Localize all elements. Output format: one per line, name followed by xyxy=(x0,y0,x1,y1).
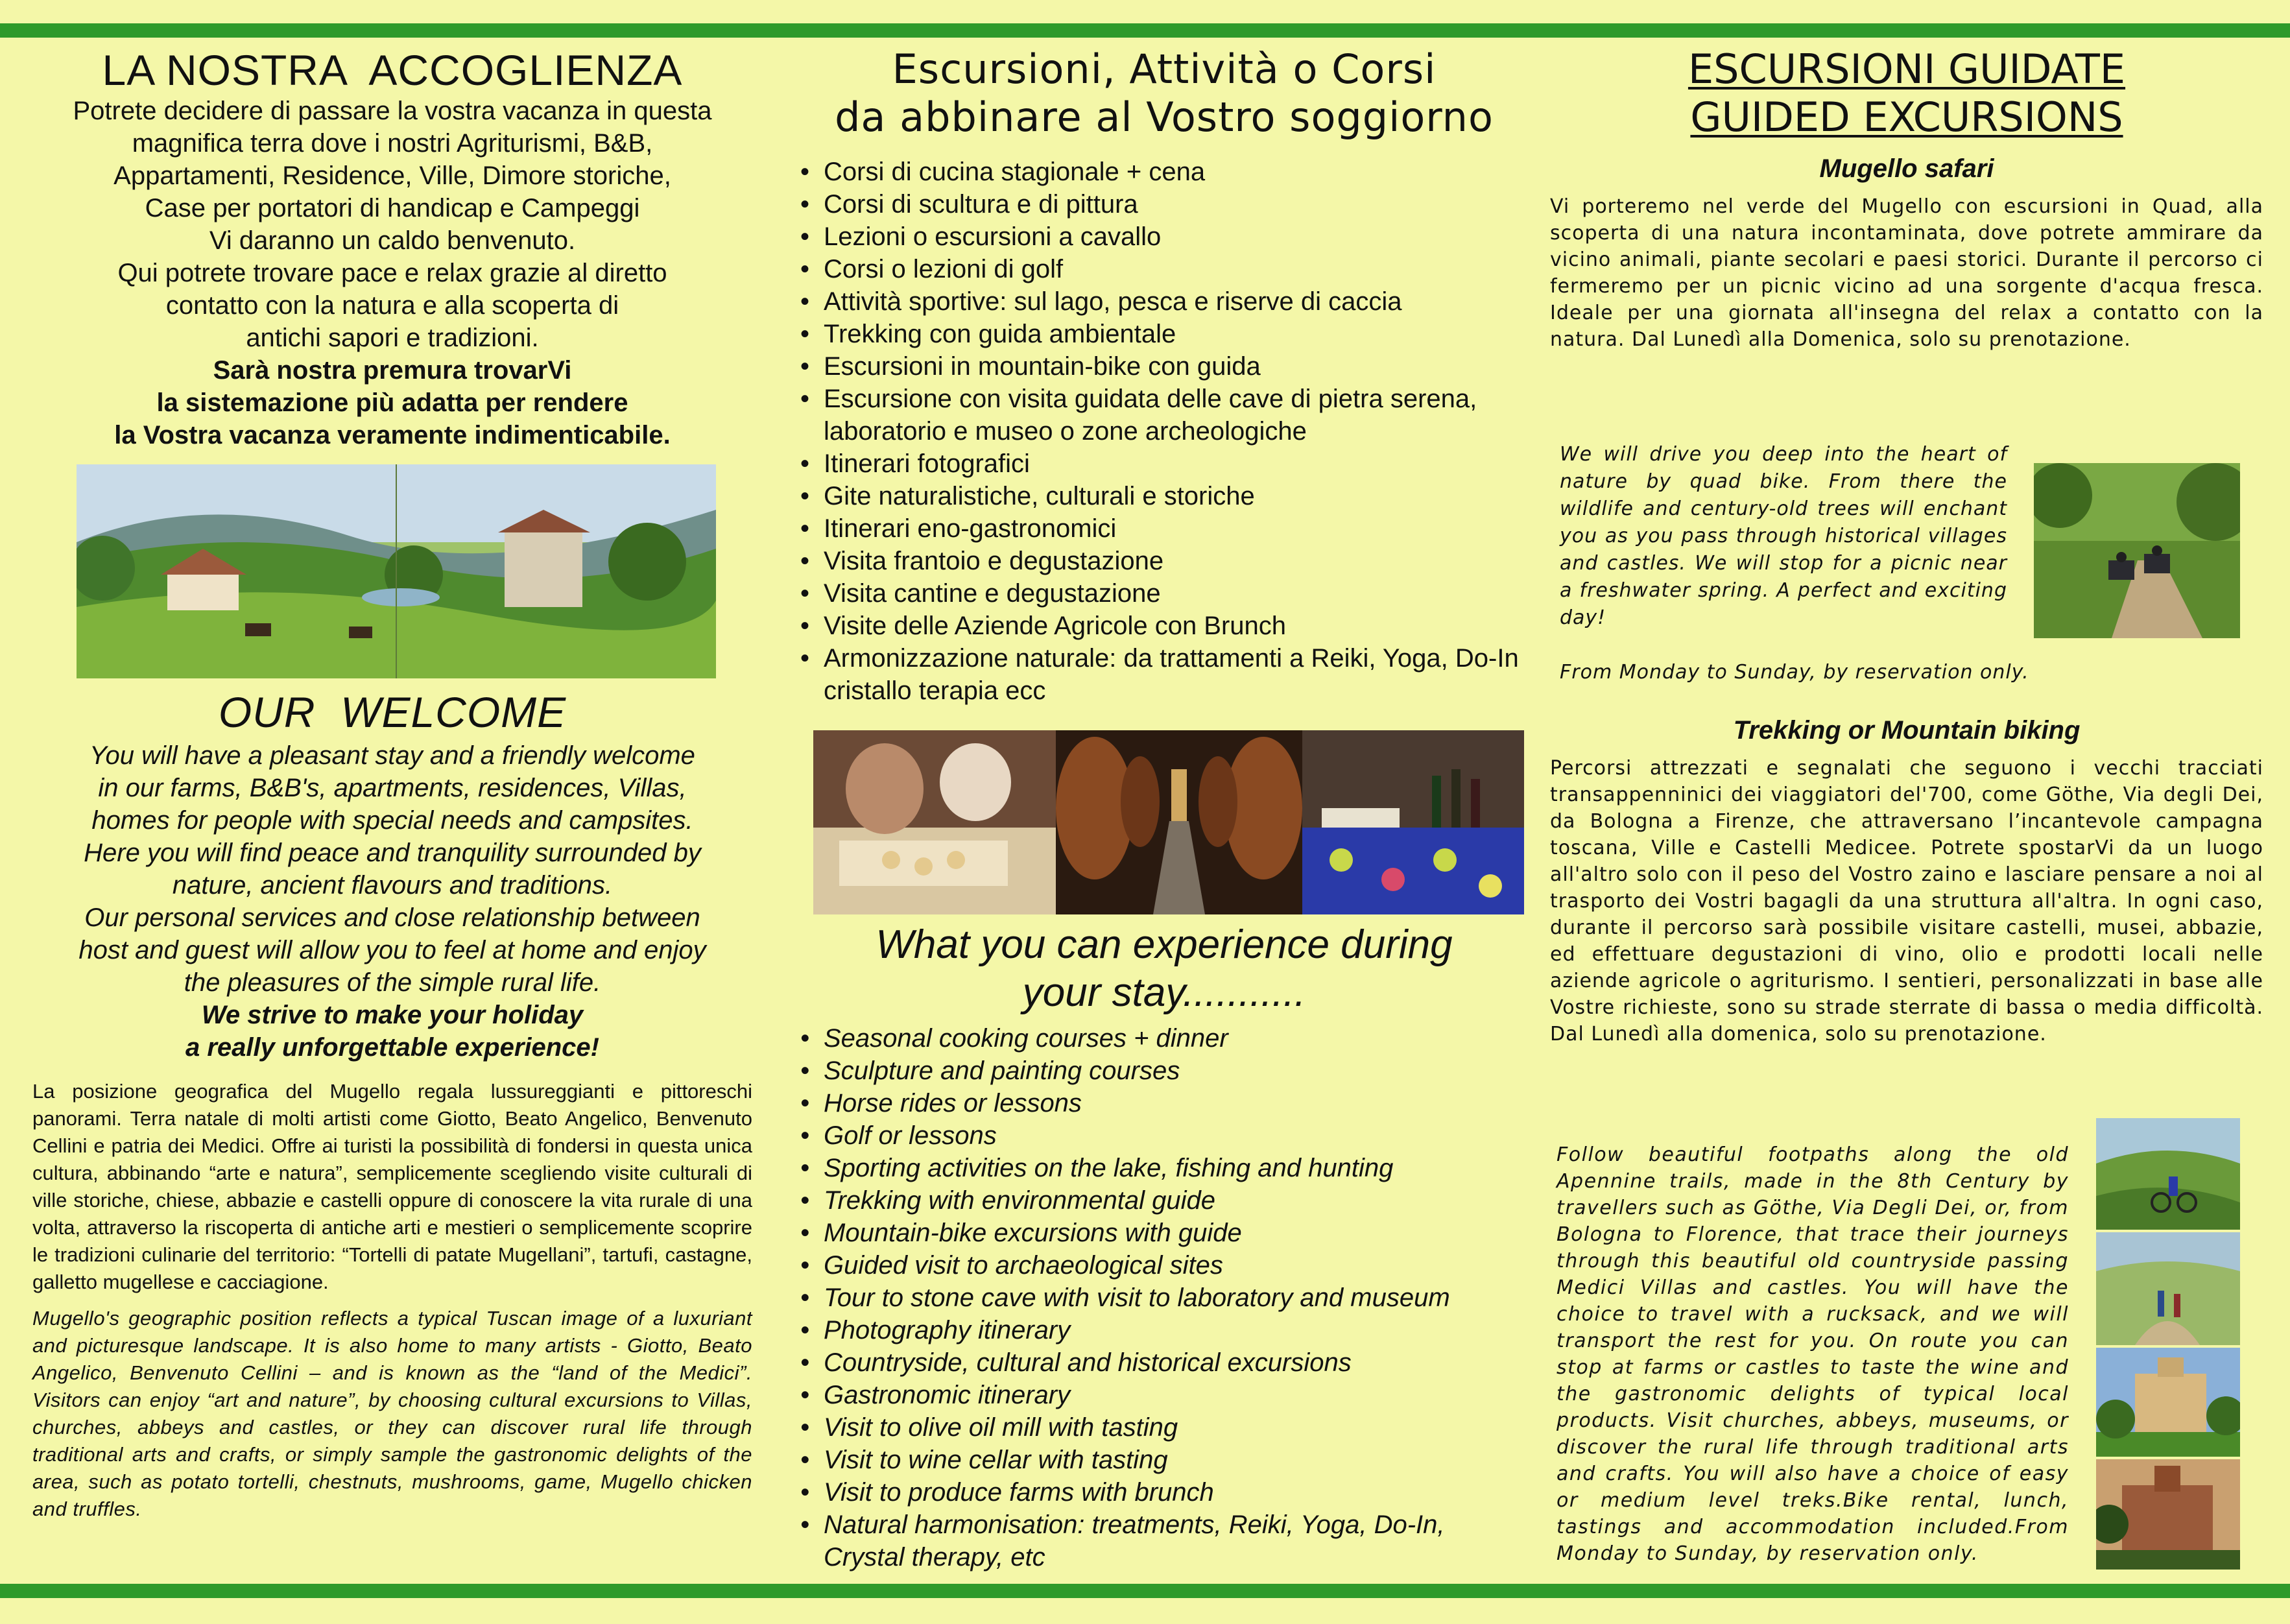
list-item: • Escursione con visita guidata delle cave di pietra serena, laboratorio e museo o zone archeologiche xyxy=(798,383,1531,448)
list-item: • Gite naturalistiche, culturali e storiche xyxy=(798,480,1531,512)
list-item: • Corsi di cucina stagionale + cena xyxy=(798,156,1531,188)
title-experience-line1: What you can experience during xyxy=(876,922,1453,967)
list-item: • Seasonal cooking courses + dinner xyxy=(798,1022,1531,1055)
safari-heading: Mugello safari xyxy=(1819,154,1994,183)
intro-en-line: Here you will find peace and tranquility surrounded by xyxy=(84,839,701,867)
intro-it-bold-line: la sistemazione più adatta per rendere xyxy=(156,388,628,417)
cooking-photo xyxy=(813,730,1056,914)
intro-en-line: homes for people with special needs and campsites. xyxy=(91,806,693,835)
medici-villa-photo xyxy=(2096,1348,2240,1457)
mugello-it-paragraph: La posizione geografica del Mugello regala lussureggianti e pittoreschi panorami. Terra natale di molti artisti come Giotto, Beato Angelico, Benvenuto Cellini e patria dei Medici. Offre ai turisti la possibilità di fondersi in questa unica cultura, abbinando “arte e natura”, semplicemente scegliendo visite culturali di ville storiche, chiese, abbazie e castelli oppure di conoscere la vita rurale di una volta, attraverso la riscoperta di antiche arti e mestieri o semplicemente scoprire le tradizioni culinarie del territorio: “Tortelli di patate Mugellani”, tartufi, castagne, galletto mugellese e cacciagione. xyxy=(32,1080,752,1293)
list-item: • Visite delle Aziende Agricole con Brunch xyxy=(798,610,1531,642)
list-item: • Tour to stone cave with visit to laboratory and museum xyxy=(798,1282,1531,1314)
trek-en-paragraph: Follow beautiful footpaths along the old Apennine trails, made in the 8th Century by travellers such as Göthe, Via Degli Dei, or, from Bologna to Florence, that trace their journeys through this beautiful old countryside passing Medici Villas and castles. You will have the choice to travel with a rucksack, and we will transport the rest for you. On route you can stop at farms or castles to taste the wine and the gastronomic delights of typical local products. Visit churches, abbeys, museums, or discover the rural life through traditional arts and crafts. You will also have a choice of easy or medium level treks.Bike rental, lunch, tastings and accommodation included.From Monday to Sunday, by reservation only. xyxy=(1556,1143,2069,1565)
safari-it-paragraph: Vi porteremo nel verde del Mugello con escursioni in Quad, alla scoperta di una natura incontaminata, dove potrete ammirare da vicino animali, piante secolari e paesi storici. Durante il percorso ci fermeremo per un picnic vicino ad una sorgente d'acqua fresca. Ideale per una giornata all'insegna del relax a contatto con la natura. Dal Lunedì alla Domenica, solo su prenotazione. xyxy=(1550,195,2263,351)
list-item: • Guided visit to archaeological sites xyxy=(798,1249,1531,1282)
list-item: • Corsi o lezioni di golf xyxy=(798,253,1531,285)
intro-it-line: Appartamenti, Residence, Ville, Dimore storiche, xyxy=(113,161,671,190)
intro-en-line: You will have a pleasant stay and a friendly welcome xyxy=(89,741,695,770)
hikers-photo xyxy=(2096,1232,2240,1345)
list-item: • Attività sportive: sul lago, pesca e riserve di caccia xyxy=(798,285,1531,318)
countryside-photo xyxy=(77,464,716,678)
title-escursioni-line1: Escursioni, Attività o Corsi xyxy=(892,45,1437,93)
list-item: • Mountain-bike excursions with guide xyxy=(798,1217,1531,1249)
intro-it xyxy=(32,95,752,451)
title-escursioni-guidate: ESCURSIONI GUIDATE xyxy=(1688,45,2126,93)
intro-en-bold-line: a really unforgettable experience! xyxy=(185,1033,599,1062)
title-escursioni-line2: da abbinare al Vostro soggiorno xyxy=(835,93,1494,141)
list-item: • Golf or lessons xyxy=(798,1119,1531,1152)
intro-it-line: magnifica terra dove i nostri Agriturismi, B&B, xyxy=(132,129,653,158)
middle-column xyxy=(798,45,1531,707)
list-item: • Photography itinerary xyxy=(798,1314,1531,1346)
list-item: • Sporting activities on the lake, fishing and hunting xyxy=(798,1152,1531,1184)
mountain-bike-photo xyxy=(2096,1118,2240,1230)
wine-cellar-photo xyxy=(1056,730,1302,914)
list-item: • Escursioni in mountain-bike con guida xyxy=(798,350,1531,383)
safari-en-last-line: From Monday to Sunday, by reservation only. xyxy=(1560,661,2029,684)
intro-it-line: contatto con la natura e alla scoperta di xyxy=(165,291,619,320)
list-item: • Trekking con guida ambientale xyxy=(798,318,1531,350)
list-item: • Visita cantine e degustazione xyxy=(798,577,1531,610)
list-item: • Visit to olive oil mill with tasting xyxy=(798,1411,1531,1444)
mugello-en-paragraph: Mugello's geographic position reflects a typical Tuscan image of a luxuriant and picturesque landscape. It is also home to many artists - Giotto, Beato Angelico, Benvenuto Cellini – and is known as the “land of the Medici”. Visitors can enjoy “art and nature”, by choosing cultural excursions to Villas, churches, abbeys and castles, or they can discover rural life through traditional arts and crafts, or simply sample the gastronomic delights of the area, such as potato tortelli, chestnuts, mushrooms, game, Mugello chicken and truffles. xyxy=(32,1307,752,1520)
safari-en-block xyxy=(1560,441,2007,632)
intro-it-line: Qui potrete trovare pace e relax grazie al diretto xyxy=(117,259,667,287)
intro-en-line: the pleasures of the simple rural life. xyxy=(184,968,601,997)
intro-it-line: antichi sapori e tradizioni. xyxy=(246,324,539,352)
mugello-text xyxy=(32,1078,752,1523)
intro-en-line: host and guest will allow you to feel at home and enjoy xyxy=(78,936,706,964)
activities-en-list xyxy=(798,1022,1531,1573)
intro-it-line: Case per portatori di handicap e Campeggi xyxy=(145,194,640,222)
list-item: • Itinerari eno-gastronomici xyxy=(798,512,1531,545)
title-accoglienza: LA NOSTRA ACCOGLIENZA xyxy=(102,46,683,94)
list-item: • Visit to produce farms with brunch xyxy=(798,1476,1531,1509)
trek-heading: Trekking or Mountain biking xyxy=(1733,716,2081,745)
middle-column-english xyxy=(798,921,1531,1573)
list-item: • Armonizzazione naturale: da trattamenti a Reiki, Yoga, Do-In cristallo terapia ecc xyxy=(798,642,1531,707)
intro-it-bold-line: la Vostra vacanza veramente indimenticabile. xyxy=(114,421,671,449)
intro-en-line: Our personal services and close relationship between xyxy=(84,903,700,932)
title-experience-line2: your stay........... xyxy=(1022,970,1306,1015)
list-item: • Visit to wine cellar with tasting xyxy=(798,1444,1531,1476)
left-column xyxy=(32,45,752,451)
intro-it-line: Potrete decidere di passare la vostra vacanza in questa xyxy=(73,97,712,125)
top-green-stripe xyxy=(0,23,2290,38)
intro-en-line: nature, ancient flavours and traditions. xyxy=(172,871,613,900)
intro-it-bold-line: Sarà nostra premura trovarVi xyxy=(213,356,572,385)
list-item: • Corsi di scultura e di pittura xyxy=(798,188,1531,221)
intro-en-bold-line: We strive to make your holiday xyxy=(201,1001,584,1029)
title-guided-excursions: GUIDED EXCURSIONS xyxy=(1690,93,2123,141)
safari-en-paragraph: We will drive you deep into the heart of nature by quad bike. From there the wildlife and century-old trees will enchant you as you pass through historical villages and castles. We will stop for a picnic near a freshwater spring. A perfect and exciting day! xyxy=(1560,443,2007,629)
list-item: • Trekking with environmental guide xyxy=(798,1184,1531,1217)
brunch-table-photo xyxy=(1302,730,1524,914)
list-item: • Visita frantoio e degustazione xyxy=(798,545,1531,577)
left-column-english xyxy=(32,687,752,1523)
title-welcome: OUR WELCOME xyxy=(218,688,567,736)
intro-it-line: Vi daranno un caldo benvenuto. xyxy=(209,226,576,255)
list-item: • Countryside, cultural and historical excursions xyxy=(798,1346,1531,1379)
right-column xyxy=(1550,45,2263,353)
trek-block xyxy=(1550,712,2263,1047)
list-item: • Sculpture and painting courses xyxy=(798,1055,1531,1087)
safari-en-last-block xyxy=(1560,659,2247,686)
quad-bike-photo xyxy=(2034,463,2240,638)
list-item: • Gastronomic itinerary xyxy=(798,1379,1531,1411)
list-item: • Lezioni o escursioni a cavallo xyxy=(798,221,1531,253)
trek-it-paragraph: Percorsi attrezzati e segnalati che seguono i vecchi tracciati transappenninici dei viaggiatori del'700, come Göthe, Via degli Dei, da Bologna a Firenze, che attraversano l’incantevole campagna toscana, Ville e Castelli Medicee. Potrete spostarVi da un luogo all'altro solo con il peso del Vostro zaino e lasciare pensare a noi al trasporto dei Vostri bagagli da una struttura all'altra. In ogni caso, durante il percorso sarà possibile visitare castelli, musei, abbazie, ed effettuare degustazioni di vino, olio e prodotti locali nelle aziende agricole o agriturismo. I sentieri, personalizzati in base alle Vostre richieste, sono su strade sterrate di bassa o media difficoltà. Dal Lunedì alla domenica, solo su prenotazione. xyxy=(1550,757,2263,1045)
trek-en-block xyxy=(1556,1141,2069,1567)
activities-it-list xyxy=(798,156,1531,707)
list-item: • Natural harmonisation: treatments, Reiki, Yoga, Do-In, Crystal therapy, etc xyxy=(798,1509,1446,1573)
castle-photo xyxy=(2096,1459,2240,1570)
list-item: • Itinerari fotografici xyxy=(798,448,1531,480)
intro-en xyxy=(32,739,752,1064)
bottom-green-stripe xyxy=(0,1584,2290,1598)
list-item: • Horse rides or lessons xyxy=(798,1087,1531,1119)
intro-en-line: in our farms, B&B's, apartments, residences, Villas, xyxy=(98,774,687,802)
